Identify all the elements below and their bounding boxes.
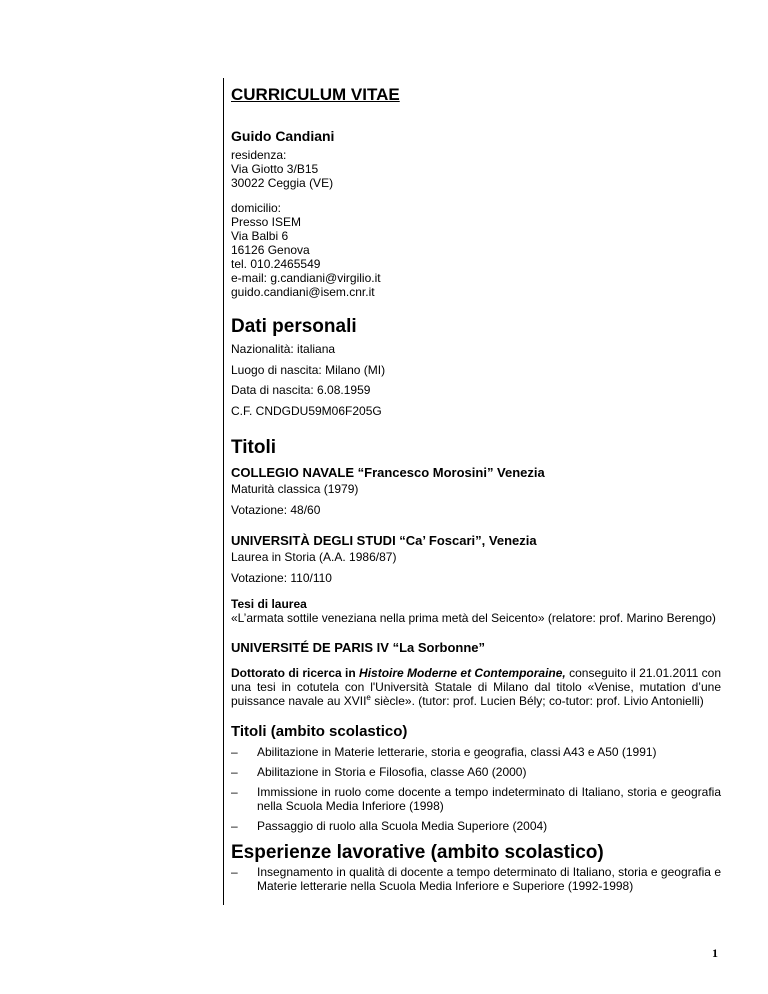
- institution-name: UNIVERSITÉ DE PARIS IV “La Sorbonne”: [231, 640, 486, 655]
- institution-name: UNIVERSITÀ DEGLI STUDI “Ca’ Foscari”, Venezia: [231, 533, 537, 548]
- section-heading-titoli-scolastico: Titoli (ambito scolastico): [231, 723, 408, 740]
- dottorato-text: [231, 666, 721, 708]
- dash-bullet: –: [231, 765, 238, 779]
- residenza-label: residenza:: [231, 148, 287, 162]
- degree-line: Maturità classica (1979): [231, 482, 359, 496]
- domicilio-email: guido.candiani@isem.cnr.it: [231, 285, 375, 299]
- dati-item: Nazionalità: italiana: [231, 342, 336, 356]
- domicilio-line: Via Balbi 6: [231, 229, 289, 243]
- universita-block: [231, 532, 721, 625]
- tesi-text: «L’armata sottile veneziana nella prima metà del Seicento» (relatore: prof. Marino Berengo): [231, 611, 716, 625]
- list-item: – Abilitazione in Storia e Filosofia, classe A60 (2000): [231, 765, 527, 779]
- section-heading-esperienze: Esperienze lavorative (ambito scolastico): [231, 842, 604, 863]
- domicilio-phone: tel. 010.2465549: [231, 257, 321, 271]
- dati-item: Luogo di nascita: Milano (MI): [231, 362, 386, 377]
- tesi-label: Tesi di laurea: [231, 597, 307, 611]
- list-item: – Abilitazione in Materie letterarie, storia e geografia, classi A43 e A50 (1991): [231, 745, 657, 759]
- dash-bullet: –: [231, 865, 238, 879]
- dati-personali-list: [231, 341, 721, 419]
- dati-item: C.F. CNDGDU59M06F205G: [231, 403, 382, 418]
- grade-line: Votazione: 48/60: [231, 502, 321, 517]
- margin-rule: [223, 78, 224, 905]
- domicilio-label: domicilio:: [231, 201, 282, 215]
- domicilio-line: Presso ISEM: [231, 215, 302, 229]
- dottorato-end: siècle». (tutor: prof. Lucien Bély; co-tutor: prof. Livio Antonielli): [370, 694, 704, 708]
- list-item: – Insegnamento in qualità di docente a tempo determinato di Italiano, storia e geografia e Materie letterarie nella Scuola Media Inferiore e Superiore (1992-1998): [231, 865, 721, 893]
- grade-line: Votazione: 110/110: [231, 570, 332, 585]
- list-item: – Passaggio di ruolo alla Scuola Media Superiore (2004): [231, 819, 548, 833]
- residenza-line: 30022 Ceggia (VE): [231, 176, 334, 190]
- page-title: CURRICULUM VITAE: [231, 85, 400, 104]
- dottorato-body: conseguito il 21.01.2011 con una tesi in cotutela con l'Università Statale di Milano dal titolo «Venise, mutation d’une puissance navale au XVII: [231, 666, 722, 708]
- section-heading-titoli: Titoli: [231, 437, 277, 458]
- dash-bullet: –: [231, 785, 238, 799]
- dash-bullet: –: [231, 819, 238, 833]
- domicilio-block: [231, 201, 721, 299]
- domicilio-email: e-mail: g.candiani@virgilio.it: [231, 271, 381, 285]
- superscript: e: [366, 693, 371, 702]
- dottorato-label: Dottorato di ricerca in: [231, 666, 360, 680]
- person-name: Guido Candiani: [231, 128, 335, 144]
- cv-body: [231, 84, 721, 899]
- degree-line: Laurea in Storia (A.A. 1986/87): [231, 550, 397, 564]
- dati-item: Data di nascita: 6.08.1959: [231, 383, 371, 397]
- dash-bullet: –: [231, 745, 238, 759]
- page-number: 1: [712, 946, 718, 960]
- residenza-block: [231, 148, 721, 190]
- sorbonne-block: [231, 639, 721, 708]
- list-item: – Immissione in ruolo come docente a tempo indeterminato di Italiano, storia e geografia nella Scuola Media Inferiore (1998): [231, 785, 721, 813]
- dottorato-field: Histoire Moderne et Contemporaine,: [359, 666, 566, 680]
- collegio-block: [231, 464, 721, 518]
- titoli-scolastico-list: [231, 745, 721, 833]
- section-heading-dati-personali: Dati personali: [231, 316, 357, 337]
- institution-name: COLLEGIO NAVALE “Francesco Morosini” Venezia: [231, 465, 545, 480]
- esperienze-list: [231, 865, 721, 893]
- domicilio-line: 16126 Genova: [231, 243, 310, 257]
- residenza-line: Via Giotto 3/B15: [231, 162, 319, 176]
